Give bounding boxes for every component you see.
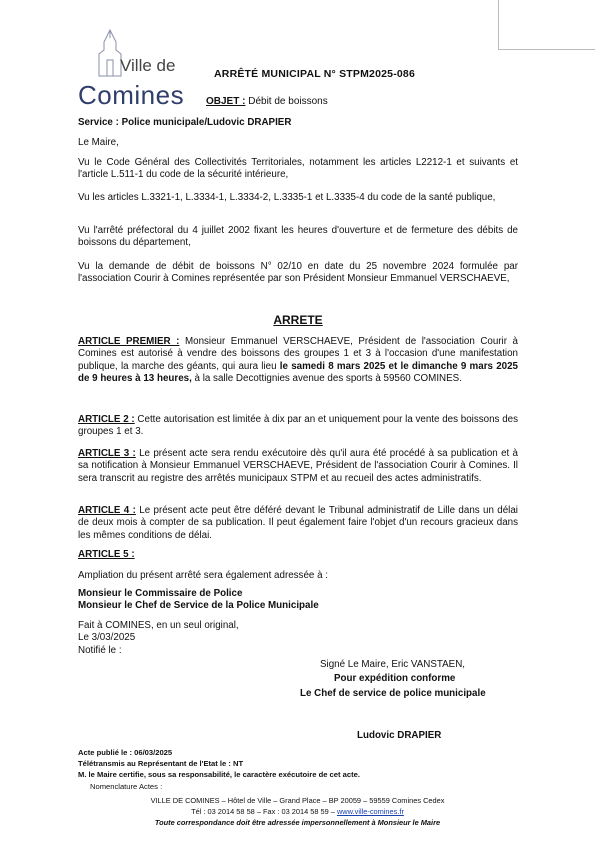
date-line: Le 3/03/2025 (78, 632, 136, 643)
objet-text: Débit de boissons (245, 96, 328, 107)
service-line: Service : Police municipale/Ludovic DRAPIER (78, 117, 292, 128)
article-3 (78, 448, 518, 485)
signataire-name: Ludovic DRAPIER (357, 730, 442, 741)
article-1-label: ARTICLE PREMIER : (78, 336, 180, 347)
article-3-label: ARTICLE 3 : (78, 448, 136, 459)
chef-de-service: Le Chef de service de police municipale (300, 688, 486, 699)
article-1-text-a: Monsieur Emmanuel VERSCHAEVE, Président de l'association Courir à Comines est autorisé à vendre des boissons des groupes 1 et 3 à l'occasion d'une manifestation publique, la marche des géants, qui aura lieu (78, 336, 518, 372)
arrete-heading: ARRETE (273, 313, 323, 327)
article-3-text: Le présent acte sera rendu exécutoire dès qu'il aura été procédé à sa publication et à sa notification à Monsieur Emmanuel VERSCHAEVE, Président de l'association Courir à Comines. Il sera transcrit au registre des arrêtés municipaux STPM et au recueil des actes administratifs. (78, 448, 519, 484)
certification: M. le Maire certifie, sous sa responsabilité, le caractère exécutoire de cet acte. (78, 770, 360, 779)
vu-paragraph-3: Vu l'arrêté préfectoral du 4 juillet 2002 fixant les heures d'ouverture et de fermeture des débits de boissons du département, (78, 225, 518, 249)
article-2-text: Cette autorisation est limitée à dix par an et uniquement pour la vente des boissons des groupes 1 et 3. (78, 414, 518, 438)
logo-ville-text: Ville de (120, 56, 176, 75)
pour-expedition: Pour expédition conforme (334, 673, 456, 684)
ampliation: Ampliation du présent arrêté sera également adressée à : (78, 570, 328, 581)
destinataire-1: Monsieur le Commissaire de Police (78, 588, 243, 599)
objet-line (206, 96, 328, 107)
article-5 (78, 549, 518, 561)
article-2-label: ARTICLE 2 : (78, 414, 135, 425)
fait-a: Fait à COMINES, en un seul original, (78, 620, 239, 631)
vu-paragraph-1: Vu le Code Général des Collectivités Territoriales, notamment les articles L2212-1 et suivants et l'article L.511-1 du code de la sécurité intérieure, (78, 157, 518, 181)
nomenclature: Nomenclature Actes : (90, 782, 163, 791)
footer-address: VILLE DE COMINES – Hôtel de Ville – Grand Place – BP 20059 – 59559 Comines Cedex (150, 796, 445, 805)
stamp-box (498, 0, 595, 50)
article-4 (78, 505, 518, 542)
destinataire-2: Monsieur le Chef de Service de la Police Municipale (78, 600, 319, 611)
signature-maire: Signé Le Maire, Eric VANSTAEN, (320, 659, 466, 670)
website-link[interactable]: www.ville-comines.fr (336, 807, 404, 816)
comines-logo (78, 28, 194, 110)
le-maire: Le Maire, (78, 137, 119, 148)
article-4-text: Le présent acte peut être déféré devant le Tribunal administratif de Lille dans un délai de deux mois à compter de sa publication. Il peut également faire l'objet d'un recours gracieux dans les mêmes conditions de délai. (78, 505, 518, 541)
vu-paragraph-2: Vu les articles L.3321-1, L.3334-1, L.3334-2, L.3335-1 et L.3335-4 du code de la santé publique, (78, 192, 496, 203)
footer-note: Toute correspondance doit être adressée impersonnellement à Monsieur le Maire (154, 818, 441, 827)
footer-contact (0, 807, 595, 817)
logo-comines-text: Comines (78, 80, 185, 110)
article-2 (78, 414, 518, 439)
article-1 (78, 336, 518, 386)
article-1-text-b: à la salle Decottignies avenue des sports à 59560 COMINES. (191, 373, 462, 385)
article-5-label: ARTICLE 5 : (78, 549, 135, 560)
footer-phone-fax: Tél : 03 2014 58 58 – Fax : 03 2014 58 59 – (191, 807, 337, 816)
vu-paragraph-4: Vu la demande de débit de boissons N° 02/10 en date du 25 novembre 2024 formulée par l'association Courir à Comines représentée par son Président Monsieur Emmanuel VERSCHAEVE, (78, 261, 518, 285)
article-4-label: ARTICLE 4 : (78, 505, 136, 516)
acte-publie: Acte publié le : 06/03/2025 (78, 748, 173, 757)
document-title: ARRÊTÉ MUNICIPAL N° STPM2025-086 (214, 68, 416, 80)
notifie-le: Notifié le : (78, 645, 122, 656)
teletransmis: Télétransmis au Représentant de l'Etat le : NT (78, 759, 244, 768)
objet-label: OBJET : (206, 96, 246, 107)
article-1-dates: le samedi 8 mars 2025 et le dimanche 9 mars 2025 de 9 heures à 13 heures, (78, 360, 519, 385)
